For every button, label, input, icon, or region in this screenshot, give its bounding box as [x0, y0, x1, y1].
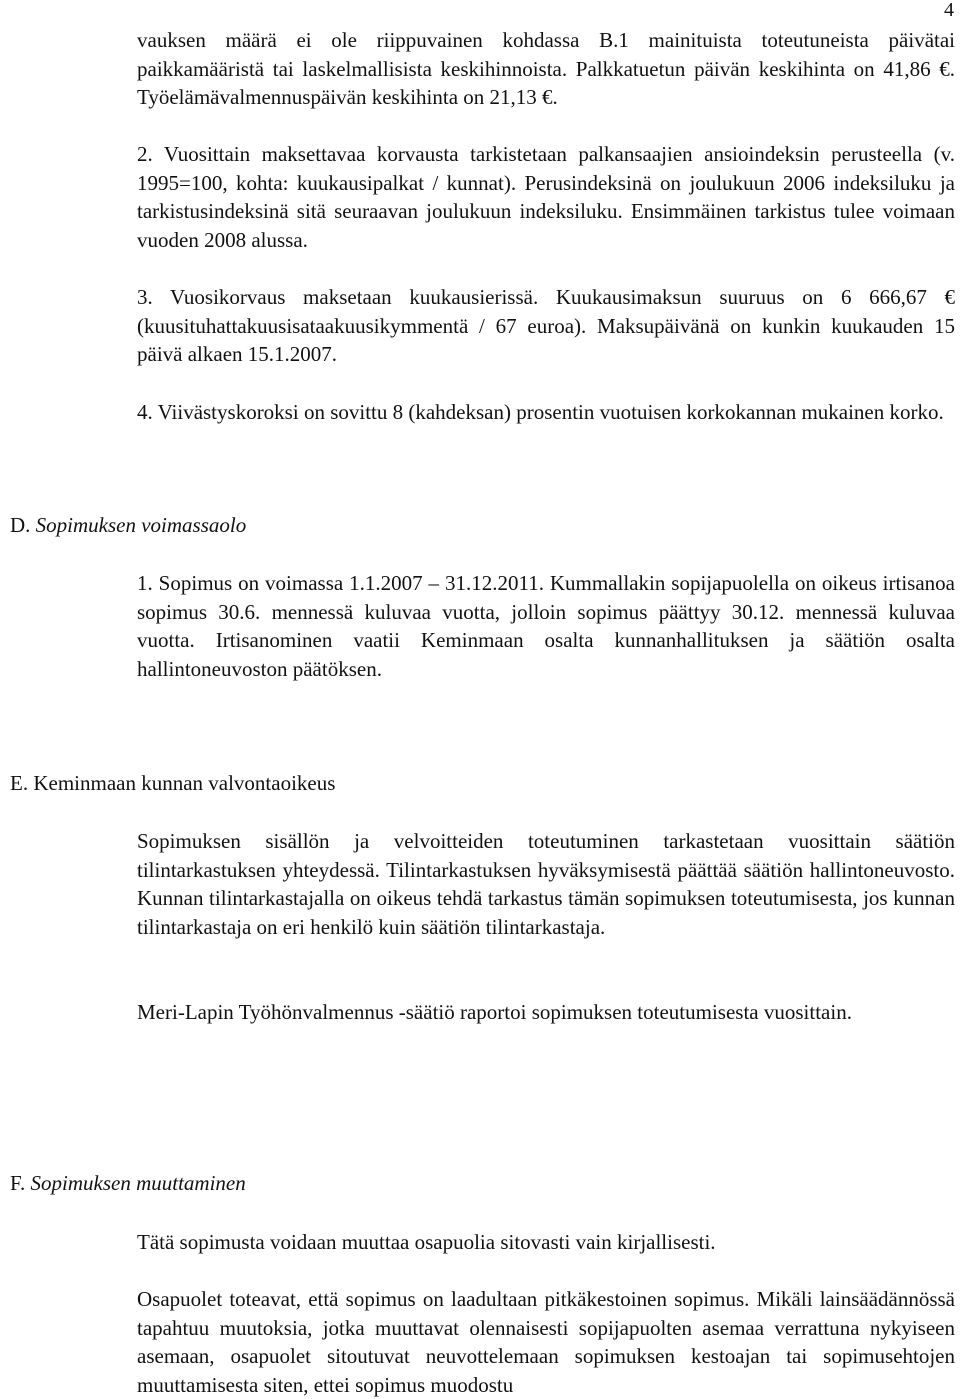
heading-title: Sopimuksen voimassaolo [35, 513, 247, 537]
paragraph-late-interest: 4. Viivästyskoroksi on sovittu 8 (kahdeksan) prosentin vuotuisen korkokannan mukainen korko. [137, 400, 944, 424]
paragraph-audit: Sopimuksen sisällön ja velvoitteiden toteutuminen tarkastetaan vuosittain säätiön tilintarkastuksen yhteydessä. Tilintarkastuksen hyväksymisestä päättää säätiön hallintoneuvosto. Kunnan tilintarkastajalla on oikeus tehdä tarkastus tämän sopimuksen toteutumisesta, jos kunnan tilintarkastaja on eri henkilö kuin säätiön tilintarkastaja. [137, 829, 955, 939]
paragraph-index-adjustment: 2. Vuosittain maksettavaa korvausta tarkistetaan palkansaajien ansioindeksin perusteella (v. 1995=100, kohta: kuukausipalkat / kunnat). Perusindeksinä on joulukuun 2006 indeksiluku ja tarkistusindeksinä sitä seuraavan joulukuun indeksiluku. Ensimmäinen tarkistus tulee voimaan vuoden 2008 alussa. [137, 142, 955, 252]
paragraph-monthly-payment: 3. Vuosikorvaus maksetaan kuukausierissä. Kuukausimaksun suuruus on 6 666,67 € (kuusituhattakuusisataakuusikymmentä / 67 euroa). Maksupäivänä on kunkin kuukauden 15 päivä alkaen 15.1.2007. [137, 285, 955, 367]
paragraph-compensation-averages: vauksen määrä ei ole riippuvainen kohdassa B.1 mainituista toteutuneista päivätai paikkamääristä tai laskelmallisista keskihinnoista. Palkkatuetun päivän keskihinta on 41,86 €. Työelämävalmennuspäivän keskihinta on 21,13 €. [137, 28, 955, 110]
heading-letter: F. [10, 1171, 26, 1195]
heading-title: Keminmaan kunnan valvontaoikeus [33, 771, 336, 795]
paragraph-reporting: Meri-Lapin Työhönvalmennus -säätiö raportoi sopimuksen toteutumisesta vuosittain. [137, 1000, 852, 1024]
paragraph-amendment-written: Tätä sopimusta voidaan muuttaa osapuolia sitovasti vain kirjallisesti. [137, 1230, 716, 1254]
heading-section-f [10, 1169, 246, 1198]
heading-letter: E. [10, 771, 29, 795]
heading-section-e [10, 769, 335, 798]
heading-title: Sopimuksen muuttaminen [30, 1171, 246, 1195]
paragraph-agreement-validity: 1. Sopimus on voimassa 1.1.2007 – 31.12.2011. Kummallakin sopijapuolella on oikeus irtisanoa sopimus 30.6. mennessä kuluvaa vuotta, jolloin sopimus päättyy 30.12. mennessä kuluvaa vuotta. Irtisanominen vaatii Keminmaan osalta kunnanhallituksen ja säätiön osalta hallintoneuvoston päätöksen. [137, 571, 955, 681]
heading-letter: D. [10, 513, 31, 537]
paragraph-long-term-agreement: Osapuolet toteavat, että sopimus on laadultaan pitkäkestoinen sopimus. Mikäli lainsäädännössä tapahtuu muutoksia, jotka muuttavat olennaisesti sopijapuolten asemaa verrattuna nykyiseen asemaan, osapuolet sitoutuvat neuvottelemaan sopimuksen kestoajan tai sopimusehtojen muuttamisesta siten, ettei sopimus muodostu [137, 1287, 955, 1397]
heading-section-d [10, 511, 246, 540]
page-number: 4 [944, 0, 954, 21]
